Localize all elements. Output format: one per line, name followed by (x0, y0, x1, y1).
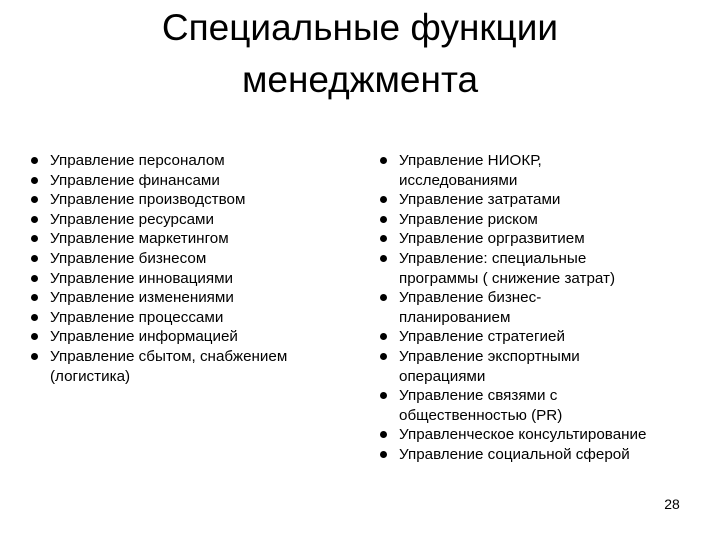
bullet-icon (31, 314, 38, 321)
list-item (29, 249, 359, 269)
list-item (378, 190, 708, 210)
list-item-text: операциями (399, 367, 486, 385)
list-item (378, 386, 708, 425)
list-item-text: Управление персоналом (50, 152, 225, 169)
list-item-text: Управление изменениями (50, 289, 234, 307)
list-item-text: программы ( снижение затрат) (399, 269, 616, 287)
list-item (378, 151, 708, 190)
list-item (29, 269, 359, 289)
list-item-text: Управление НИОКР, (399, 152, 542, 169)
bullet-icon (31, 235, 38, 242)
list-item (29, 210, 359, 230)
list-item (29, 190, 359, 210)
list-item (29, 171, 359, 191)
bullet-icon (31, 255, 38, 262)
list-item (29, 151, 359, 171)
list-item-text: Управленческое консультирование (399, 426, 647, 444)
slide-title (0, 2, 720, 106)
list-item-text: планированием (399, 308, 511, 326)
list-item-text: Управление бизнесом (50, 249, 207, 267)
bullet-icon (31, 333, 38, 340)
list-item-text: Управление финансами (50, 171, 220, 189)
list-item-text: Управление риском (399, 210, 538, 228)
list-item (378, 347, 708, 386)
list-item-text: Управление: специальные (399, 249, 587, 267)
bullet-icon (380, 255, 387, 262)
list-item (378, 249, 708, 288)
list-item (378, 425, 708, 445)
bullet-icon (380, 235, 387, 242)
slide-title-line-1: Специальные функции (161, 7, 559, 48)
list-item-text: Управление производством (50, 191, 246, 209)
list-item-text: Управление маркетингом (50, 230, 229, 248)
list-item (378, 229, 708, 249)
slide-title-line-2: менеджмента (241, 59, 479, 100)
list-item (378, 327, 708, 347)
list-item-text: Управление сбытом, снабжением (50, 347, 288, 365)
list-item-text: Управление экспортными (399, 347, 580, 365)
list-item (29, 288, 359, 308)
bullet-icon (380, 333, 387, 340)
list-item-text: общественностью (PR) (399, 406, 563, 424)
list-item (29, 327, 359, 347)
list-item (29, 347, 359, 386)
right-function-list (378, 151, 708, 465)
list-item-text: Управление социальной сферой (399, 445, 630, 463)
bullet-icon (380, 431, 387, 438)
list-item (29, 308, 359, 328)
list-item-text: Управление информацией (50, 328, 238, 346)
left-function-list (29, 151, 359, 386)
bullet-icon (31, 157, 38, 164)
list-item-text: Управление связями с (399, 387, 558, 405)
list-item-text: Управление стратегией (399, 328, 565, 346)
page-number: 28 (664, 496, 680, 512)
bullet-icon (380, 353, 387, 360)
bullet-icon (31, 177, 38, 184)
list-item-text: Управление инновациями (50, 269, 234, 287)
list-item-text: Управление процессами (50, 308, 224, 326)
bullet-icon (31, 353, 38, 360)
list-item (29, 229, 359, 249)
bullet-icon (380, 216, 387, 223)
bullet-icon (380, 392, 387, 399)
list-item (378, 288, 708, 327)
bullet-icon (380, 451, 387, 458)
list-item-text: (логистика) (50, 367, 131, 385)
bullet-icon (31, 216, 38, 223)
bullet-icon (31, 294, 38, 301)
bullet-icon (380, 157, 387, 164)
list-item-text: Управление оргразвитием (399, 230, 585, 248)
bullet-icon (380, 294, 387, 301)
bullet-icon (31, 196, 38, 203)
bullet-icon (31, 275, 38, 282)
list-item (378, 445, 708, 465)
list-item-text: Управление бизнес- (399, 289, 542, 307)
list-item (378, 210, 708, 230)
list-item-text: Управление затратами (399, 191, 561, 209)
bullet-icon (380, 196, 387, 203)
list-item-text: Управление ресурсами (50, 210, 214, 228)
list-item-text: исследованиями (399, 171, 518, 189)
